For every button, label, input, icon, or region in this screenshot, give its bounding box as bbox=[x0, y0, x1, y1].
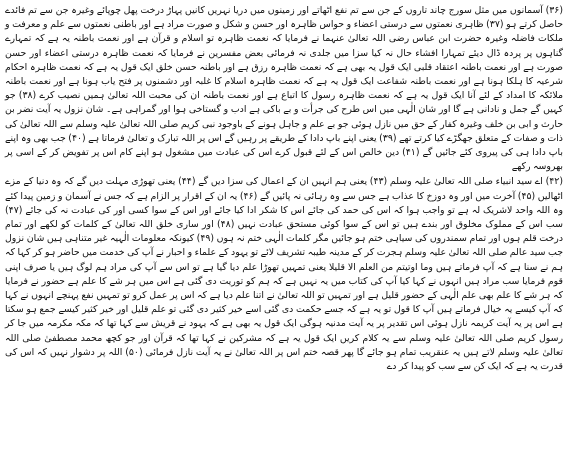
paragraph-notes-36-41: (۳۶) آسمانوں میں مثل سورج چاند تاروں کے جن سے تم نفع اٹھاتے اور زمینوں میں دریا نہریں کانیں پہاڑ درخت پھل چوپائے وغیرہ جن سے تم فائدے حاصل کرتے ہو (۳۷) ظاہری نعمتوں سے درستی اعضاء و حواس ظاہرہ اور حسن و شکل و صورت مراد ہے اور باطنی نعمتوں سے علم و معرفت و ملکات فاضلہ وغیرہ حضرت ابن عباس رضی اللہ تعالیٰ عنہما نے فرمایا کہ نعمت ظاہرہ تو اسلام و قرآن ہے اور نعمت باطنہ یہ ہے کہ تمہارے گناہوں پر پردہ ڈال دیئے تمہارا افشاء حال نہ کیا سزا میں جلدی نہ فرمائی بعض مفسرین نے فرمایا کہ نعمت ظاہرہ درستی اعضاء اور حسن صورت ہے اور نعمت باطنہ اعتقاد قلبی ایک قول یہ بھی ہے کہ نعمت ظاہرہ رزق ہے اور باطنہ حسن خلق ایک قول یہ ہے کہ نعمت ظاہرہ احکام شرعیہ کا ہلکا ہونا ہے اور نعمت باطنہ شفاعت ایک قول یہ ہے کہ نعمت ظاہرہ اسلام کا غلبہ اور دشمنوں پر فتح یاب ہونا ہے اور نعمت باطنہ ملائکہ کا امداد کے لئے آنا ایک قول یہ ہے کہ نعمت ظاہرہ رسول کا اتباع ہے اور نعمت باطنہ ان کی محبت اللہ تعالیٰ ہمیں نصیب کرے (۳۸) جو کہیں گے جمل و نادانی ہے گا اور شان الٰہی میں اس طرح کی جرأت و بے باکی ہے ادب و گستاخی ہوا اور گمراہی ہے۔ شان نزول یہ آیت نضر بن حارث و ابی بن خلف وغیرہ کفار کے حق میں نازل ہوئی جو بے علم و جاہل ہونے کے باوجود نبی کریم صلی اللہ تعالیٰ علیہ وسلم سے اللہ تعالیٰ کی ذات و صفات کے متعلق جھگڑے کیا کرتے تھے (۳۹) یعنی اپنے باپ دادا کے طریقے پر رہیں گے اس پر اللہ تبارک و تعالیٰ فرماتا ہے (۴۰) جب بھی وہ اپنے باپ دادا ہی کی پیروی کئے جائیں گے (۴۱) دین خالص اس کے لئے قبول کرے اس کی عبادت میں مشغول ہو اپنے کام اس پر تفویض کر کے اسی پر بھروسہ رکھے bbox=[5, 5, 563, 173]
paragraph-notes-42-50: (۴۲) اے سید انبیاء صلی اللہ تعالیٰ علیہ وسلم (۴۳) یعنی ہم انہیں ان کے اعمال کی سزا دیں گے (۴۴) یعنی تھوڑی مہلت دیں گے کہ وہ دنیا کے مزے اٹھالیں (۴۵) آخرت میں اور وہ دوزخ کا عذاب ہے جس سے وہ رہائی نہ پائیں گے (۴۶) یہ ان کے اقرار پر الزام ہے کہ جس نے آسمان و زمین پیدا کئے وہ اللہ واحد لاشریک لہ ہے تو واجب ہوا کہ اس کی حمد کی جائے اس کا شکر ادا کیا جائے اور اس کے سوا کسی اور کی عبادت نہ کی جائے (۴۷) سب اس کے مملوک مخلوق اور بندے ہیں تو اس کے سوا کوئی مستحق عبادت نہیں (۴۸) اور ساری خلق اللہ تعالیٰ کے کلمات کو لکھے اور تمام درخت قلم ہوں اور تمام سمندروں کی سیاہی ختم ہو جائیں مگر کلمات الٰہی ختم نہ ہوں (۴۹) کیونکہ معلومات الٰہیہ غیر متناہی ہیں شان نزول جب سید عالم صلی اللہ تعالیٰ علیہ وسلم ہجرت کر کے مدینہ طیبہ تشریف لائے تو یہود کے علماء و احبار نے آپ کی خدمت میں حاضر ہو کر کہا کہ ہم نے سنا ہے کہ آپ فرماتے ہیں وما اوتیتم من العلم الا قلیلا یعنی تمہیں تھوڑا علم دیا گیا ہے تو اس سے آپ کی مراد ہم لوگ ہیں یا صرف اپنی قوم فرمایا سب مراد ہیں انہوں نے کہا کیا آپ کی کتاب میں یہ نہیں ہے کہ ہم کو توریت دی گئی ہے اس میں ہر شے کا علم ہے حضور نے فرمایا کہ ہر شے کا علم بھی علم الٰہی کے حضور قلیل ہے اور تمہیں تو اللہ تعالیٰ نے اتنا علم دیا ہے کہ اس پر عمل کرو تو تمہیں نفع پہنچے انہوں نے کہا کہ آپ کیسے یہ خیال فرماتے ہیں آپ کا قول تو یہ ہے کہ جسے حکمت دی گئی اسے خیر کثیر دی گئی تو علم قلیل اور خیر کثیر کیسے جمع ہو سکتا ہے اس پر یہ آیت کریمہ نازل ہوئی اس تقدیر پر یہ آیت مدنیہ ہوگی ایک قول یہ بھی ہے کہ یہود نے قریش سے کہا تھا کہ مکہ مکرمہ میں جا کر رسول کریم صلی اللہ تعالیٰ علیہ وسلم سے یہ کلام کریں ایک قول یہ ہے کہ مشرکین نے کہا تھا کہ قرآن اور جو کچھ محمد مصطفیٰ صلی اللہ تعالیٰ علیہ وسلم لاتے ہیں یہ عنقریب تمام ہو جائے گا پھر قصہ ختم اس پر اللہ تعالیٰ نے یہ آیت نازل فرمائی (۵۰) اللہ پر دشوار نہیں کہ اس کی قدرت یہ ہے کہ ایک کن سے سب کو پیدا کر دے bbox=[5, 176, 564, 373]
